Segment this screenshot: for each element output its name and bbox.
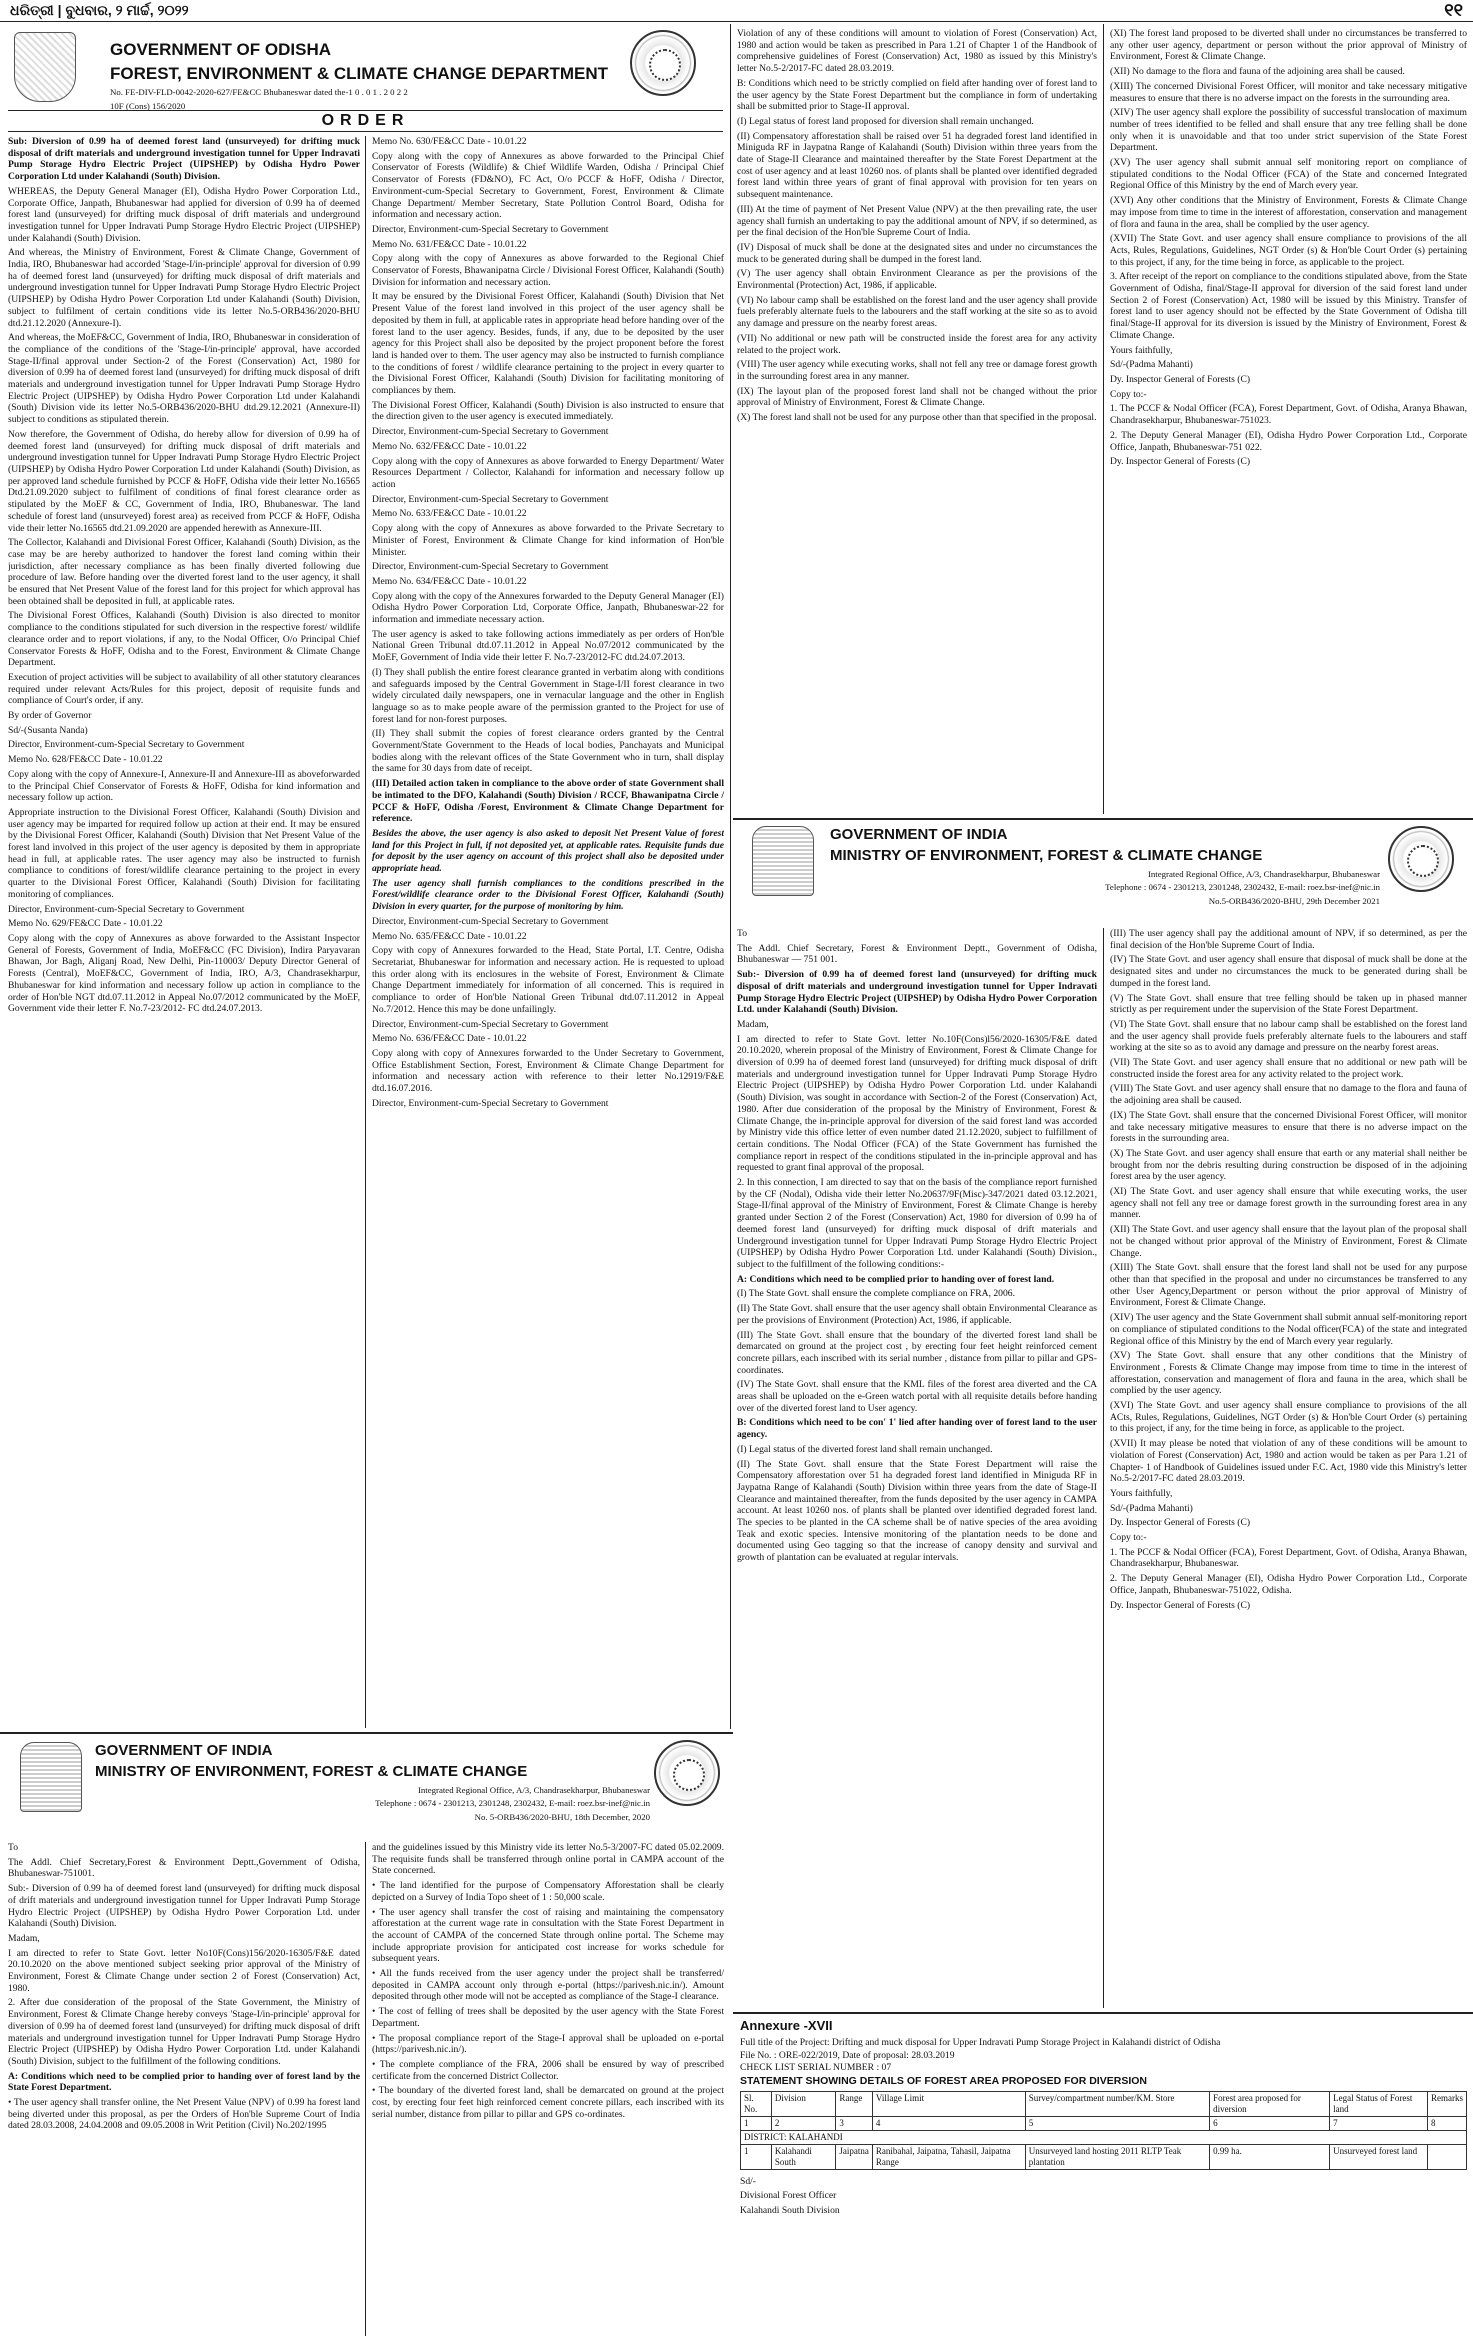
signature-line: Director, Environment-cum-Special Secretary to Government (372, 1097, 609, 1109)
order-para: The Collector, Kalahandi and Divisional Forest Officer, Kalahandi (South) Division, as the case may be are hereby authorized to handover the forest land coming within their jurisdiction, after necessary compliance as has been finally diverted following due procedure of law. Before handing over the diverted forest land to the user agency, it shall be ensured that Net Present Value of the forest land for this project for which approval has been obtained shall be deposited in full, at applicable rates. (8, 537, 360, 607)
ashoka-emblem-icon (752, 826, 814, 896)
condition-heading: A: Conditions which need to be complied prior to handing over of forest land. (737, 1273, 1055, 1285)
letter-subject: Sub:- Diversion of 0.99 ha of deemed forest land (unsurveyed) for drifting muck disposal of drift materials and underground investigation tunnel for Upper Indravati Pump Storage Hydro Electric Project (UIPSHEP) by Odisha Hydro Power Corporation Ltd. under Kalahandi (South) Division. (737, 969, 1097, 1016)
signature-line: By order of Governor (8, 710, 92, 722)
forest-seal-icon (654, 1740, 720, 1806)
compliance-note: The user agency shall furnish compliances to the conditions prescribed in the Forest/wildlife clearance order to the Divisional Forest Officer, Kalahandi (South) Division in every quarter, for the purpose of monitoring by him. (372, 877, 724, 913)
odisha-header (110, 40, 620, 115)
memo-number: Memo No. 631/FE&CC Date - 10.01.22 (372, 238, 527, 250)
odisha-gov-title: GOVERNMENT OF ODISHA (110, 40, 332, 59)
table-header: Remarks (1427, 2091, 1466, 2116)
goi2-ministry-title: MINISTRY OF ENVIRONMENT, FOREST & CLIMATE CHANGE (830, 847, 1263, 865)
signature-line: Yours faithfully, (1110, 344, 1173, 356)
letter-salutation: Madam, (737, 1018, 769, 1030)
condition-item: (VI) The State Govt. shall ensure that no labour camp shall be established on the forest land and the user agency shall provide fuels preferably alternate fuels to the labourers and staff working at the site so as to avoid any damage and pressure on the nearby forest areas. (1110, 1018, 1467, 1054)
masthead (0, 0, 1473, 22)
memo-number: Memo No. 634/FE&CC Date - 10.01.22 (372, 575, 527, 587)
goi1-column-right (372, 1842, 724, 2336)
condition-item: 3. After receipt of the report on compliance to the conditions stipulated above, from the State Government of Odisha, final/Stage-II approval for diversion of the said forest land under Section 2 of Forest (Conservation) Act, 1980 will be issued by this Ministry. Transfer of forest land to user agency should not be effected by the State Government of Odisha till final/Stage-II approval for its diversion is issued by the Ministry of Environment, Forest & Climate Change. (1110, 271, 1467, 341)
signature-line: Dy. Inspector General of Forests (C) (1110, 1599, 1251, 1611)
column-2 (372, 136, 724, 1732)
memo-para: Copy along with the copy of Annexures as above forwarded to the Regional Chief Conservator of Forests, Bhawanipatna Circle / Divisional Forest Officer, Kalahandi (South) Division for information and necessary action. (372, 253, 724, 288)
table-cell: 0.99 ha. (1210, 2144, 1330, 2169)
annexure-title: Annexure -XVII (740, 2018, 833, 2033)
order-banner (8, 106, 723, 136)
table-cell: Ranibahal, Jaipatna, Tahasil, Jaipatna Range (872, 2144, 1025, 2169)
condition-heading: B: Conditions which need to be con' 1' lied after handing over of forest land to the user agency. (737, 1417, 1097, 1441)
condition-item: (IV) Disposal of muck shall be done at the designated sites and under no circumstances the muck to be generated during shall be dumped in the forest land. (737, 241, 1097, 265)
memo-para: Copy along with copy of Annexures forwarded to the Under Secretary to Government, Office Establishment Section, Forest, Environment & Climate Change Department for information and necessary action with reference to their letter No.12919/F&E dtd.16.07.2016. (372, 1047, 724, 1095)
order-para: And whereas, the MoEF&CC, Government of India, IRO, Bhubaneswar in consideration of the compliance of the conditions of the 'Stage-I/in-principle' approval, have accorded Stage-II/final approval under Section-2 of the Forest (Conservation) Act, 1980 for diversion of 0.99 ha of deemed forest land (unsurveyed) for drifting muck disposal of drift materials and underground investigation tunnel for Upper Indravati Pump Storage Hydro Electric Project (UIPSHEP) by Odisha Hydro Power Corporation Ltd under Kalahandi (South) Division vide its letter No.5-ORB436/2020-BHU dtd.29.12.2021 (Annexure-II) subject to conditions as stipulated therein. (8, 332, 360, 426)
letter-para: 2. After due consideration of the proposal of the State Government, the Ministry of Environment, Forest & Climate Change hereby conveys 'Stage-I/in-principle' approval for diversion of 0.99 ha of deemed forest land (unsurveyed) for drifting muck disposal of drift materials and underground investigation tunnel for Upper Indravati Pump Storage Hydro Electric Project (UIPSHEP) by Odisha Hydro Power Corporation Ltd. under Kalahandi (South) Division, subject to the fulfillment of the following conditions. (8, 1997, 360, 2067)
table-cell: Unsurveyed land hosting 2011 RLTP Teak plantation (1025, 2144, 1209, 2169)
condition-item: (XI) The State Govt. and user agency shall ensure that while executing works, the user agency shall not fell any tree or damage forest growth in the surrounding forest area in any manner. (1110, 1186, 1467, 1221)
condition-item: (I) The State Govt. shall ensure the complete compliance on FRA, 2006. (737, 1288, 1015, 1300)
memo-number: Memo No. 628/FE&CC Date - 10.01.22 (8, 754, 163, 766)
condition-item: (II) The State Govt. shall ensure that the State Forest Department will raise the Compensatory afforestation over 51 ha degraded forest land identified in Miniguda RF in Jaypatna Range of Kalahandi (South) Division within three years from the date of Stage-II Clearance and maintained thereafter, from the funds deposited by the user agency in CAMPA account. At least 10260 nos. of plants shall be planted over identified degraded forest land. The species to be planted in the CA scheme shall be of native species of the area avoiding Teak and exotic species. Intensive monitoring of the plantation needs to be done and documented using Geo tagging so that the increase of canopy density and survival and growth of plantation can be evaluated at regular intervals. (737, 1458, 1097, 1564)
condition-item: (XV) The user agency shall submit annual self monitoring report on compliance of stipulated conditions to the Nodal Officer (FCA) of the State and concerned Integrated Regional Office of this Ministry by the end of March every year. (1110, 157, 1467, 192)
column-1 (8, 136, 360, 1732)
goi1-telephone: Telephone : 0674 - 2301213, 2301248, 2302432, E-mail: roez.bsr-inef@nic.in (375, 1798, 650, 1809)
goi2-column-right (1110, 928, 1467, 2010)
order-para: Execution of project activities will be subject to availability of all other statutory clearances required under relevant Acts/Rules for this project, deposit of requisite funds and compliance of Court's order, if any. (8, 671, 360, 707)
condition-item: • The complete compliance of the FRA, 2006 shall be ensured by way of prescribed certificate from the concerned District Collector. (372, 2058, 724, 2082)
column-divider (1103, 24, 1104, 814)
goi2-telephone: Telephone : 0674 - 2301213, 2301248, 2302432, E-mail: roez.bsr-inef@nic.in (1105, 882, 1380, 893)
order-para: Now therefore, the Government of Odisha, do hereby allow for diversion of 0.99 ha of deemed forest land (unsurveyed) for drifting muck disposal of drift materials and underground investigation tunnel for Upper Indravati Pump Storage Hydro Electric Project (UIPSHEP) by Odisha Hydro Power Corporation Ltd under Kalahandi (South) Division, as per approved land schedule furnished by PCCF & HoFF, Odisha vide their letter No.16565 Dtd.21.09.2020 subject to fulfilment of conditions of final forest clearance order as stipulated by the MoEF & CC, Government of India, IRO, Bhubaneswar. The land schedule of forest land (unsurveyed) forest area) as received from PCCF & HoFF, Odisha vide their letter No.16565 dtd.21.09.2020 are appended herewith as Annexure-III. (8, 428, 360, 534)
letter-to: To (8, 1842, 18, 1853)
copy-to-label: Copy to:- (1110, 1532, 1147, 1544)
signature-line: Director, Environment-cum-Special Secretary to Government (372, 426, 609, 438)
signature-line: Dy. Inspector General of Forests (C) (1110, 456, 1251, 468)
table-cell: 2 (771, 2116, 836, 2130)
condition-item: • All the funds received from the user agency under the project shall be transferred/ deposited in CAMPA account only through e-portal (https://parivesh.nic.in/). Amount deposited through other mode will not be accepted as compliance of the Stage-I clearance. (372, 1968, 724, 2003)
table-header: Range (836, 2091, 873, 2116)
condition-item: (XIV) The user agency shall explore the possibility of successful translocation of maximum number of trees identified to be felled and shall ensure that any tree felling shall be done only when it is unavoidable and that too under strict supervision of the State Forest Department. (1110, 107, 1467, 154)
goi1-header (95, 1742, 650, 1826)
order-para: The Divisional Forest Offices, Kalahandi (South) Division is also directed to monitor compliance to the conditions stipulated for such diversion in the respective forest/ wildlife clearance order and to report violations, if any, to the Nodal Officer, O/o Principal Chief Conservator Forests & HoFF, Odisha and to the Forest, Environment & Climate Change Department. (8, 610, 360, 669)
column-3-top (737, 28, 1097, 818)
memo-para: Copy along with the copy of Annexures as above forwarded to Energy Department/ Water Resources Department / Collector, Kalahandi for information and necessary follow up action (372, 455, 724, 490)
condition-item: • The land identified for the purpose of Compensatory Afforestation shall be clearly depicted on a Survey of India Topo sheet of 1 : 50,000 scale. (372, 1880, 724, 1903)
annexure-section (740, 2018, 1467, 2336)
memo-para: Copy along with the copy of Annexures as above forwarded to the Assistant Inspector General of Forests, Government of India, MoEF&CC (FC Division), Indira Paryavaran Bhawan, Jor Bagh, Aliganj Road, New Delhi, Pin-110003/ Deputy Director General of Forests (Central), MoEF&CC, Government of India, IRO, A/3, Chandrasekharpur, Bhubaneswar for kind information and necessary follow up action in compliance to the order of Hon'ble NGT dtd.07.11.2012 in Appeal No.07/2012 communicated by the MoEF, Government vide their letter F. No.7-23/2012- FC dtd.24.07.2013. (8, 933, 360, 1015)
letter-salutation: Madam, (8, 1932, 40, 1944)
signature-line: Divisional Forest Officer (740, 2190, 837, 2202)
goi2-gov-title: GOVERNMENT OF INDIA (830, 826, 1008, 843)
copy-to-item: 1. The PCCF & Nodal Officer (FCA), Forest Department, Govt. of Odisha, Aranya Bhawan, Chandrasekharpur, Bhubaneswar-751023. (1110, 403, 1467, 427)
table-number-row (741, 2116, 1467, 2130)
table-cell: Unsurveyed forest land (1330, 2144, 1428, 2169)
condition-item: (VIII) The user agency while executing works, shall not fell any tree or damage forest growth in the surrounding forest area in any manner. (737, 359, 1097, 382)
condition-item: (VIII) The State Govt. and user agency shall ensure that no damage to the flora and fauna of the adjoining area shall be caused. (1110, 1083, 1467, 1107)
paper-name: ଧରିତ୍ରୀ (10, 1, 54, 18)
memo-para: Copy along with the copy of Annexure-I, Annexure-II and Annexure-III as aboveforwarded to the Principal Chief Conservator of Forests & HoFF, Odisha for kind information and necessary follow up action. (8, 768, 360, 804)
table-header: Survey/compartment number/KM. Store (1025, 2091, 1209, 2116)
page-number: ୧୧ (1444, 0, 1463, 20)
signature-line: Sd/-(Padma Mahanti) (1110, 359, 1193, 371)
forest-area-table (740, 2091, 1467, 2170)
table-cell: Kalahandi South (771, 2144, 836, 2169)
column-divider (730, 24, 731, 1729)
masthead-date: ବୁଧବାର, ୨ ମାର୍ଚ୍ଚ, ୨୦୨୨ (65, 1, 189, 18)
condition-item: (XIII) The concerned Divisional Forest Officer, will monitor and take necessary mitigative measures to ensure that there is no adverse impact on the forests in the surrounding area. (1110, 80, 1467, 104)
condition-item: (X) The forest land shall not be used for any purpose other than that specified in the proposal. (737, 412, 1097, 424)
odisha-ref: No. FE-DIV-FLD-0042-2020-627/FE&CC Bhubaneswar dated the-1 0 . 0 1 . 2 0 2 2 (110, 87, 408, 98)
order-para: WHEREAS, the Deputy General Manager (EI), Odisha Hydro Power Corporation Ltd., Corporate Office, Janpath, Bhubaneswar had applied for diversion of 0.99 ha of deemed forest land (unsurveyed) for drifting muck disposal of drift materials and underground investigation tunnel for Upper Indravati Pump Storage Hydro Electric Project (UIPSHEP) under Kalahandi (South) Division. (8, 185, 360, 244)
condition-item: (III) At the time of payment of Net Present Value (NPV) at the then prevailing rate, the user agency shall furnish an undertaking to pay the additional amount of NPV, if so determined, as per the final decision of the Hon'ble Supreme Court of India. (737, 203, 1097, 239)
table-row (741, 2144, 1467, 2169)
condition-item: (III) The user agency shall pay the additional amount of NPV, if so determined, as per the final decision of the Hon'ble Supreme Court of India. (1110, 928, 1467, 951)
table-header: Forest area proposed for diversion (1210, 2091, 1330, 2116)
goi1-letter-number: No. 5-ORB436/2020-BHU, 18th December, 2020 (474, 1812, 650, 1823)
condition-item: • The user agency shall transfer the cost of raising and maintaining the compensatory afforestation at the current wage rate in consultation with the State Forest Department in the account of CAMPA of the concerned State through online portal. The Scheme may include appropriate provision for anticipated cost increase for works schedule for subsequent years. (372, 1906, 724, 1965)
table-cell: 5 (1025, 2116, 1209, 2130)
condition-item: (XIV) The user agency and the State Government shall submit annual self-monitoring report on compliance of stipulated conditions to the Nodal officer(FCA) of the state and integrated Regional office of this Ministry by the end of March every year regularly. (1110, 1312, 1467, 1347)
signature-line: Dy. Inspector General of Forests (C) (1110, 373, 1251, 385)
condition-item: (XII) No damage to the flora and fauna of the adjoining area shall be caused. (1110, 66, 1405, 78)
signature-line: Director, Environment-cum-Special Secretary to Government (8, 903, 245, 915)
annexure-serial: CHECK LIST SERIAL NUMBER : 07 (740, 2062, 892, 2074)
signature-line: Dy. Inspector General of Forests (C) (1110, 1517, 1251, 1529)
table-cell: 1 (741, 2144, 772, 2169)
signature-line: Director, Environment-cum-Special Secretary to Government (372, 915, 609, 927)
table-cell: 1 (741, 2116, 772, 2130)
table-header: Sl. No. (741, 2091, 772, 2116)
odisha-dept-title: FOREST, ENVIRONMENT & CLIMATE CHANGE DEPARTMENT (110, 63, 609, 83)
memo-para: Copy along with the copy of Annexures as above forwarded to the Principal Chief Conservator of Forests (Wildlife) & Chief Wildlife Warden, Odisha / Principal Chief Conservator of Forests (FD&NO), FC Act, O/o PCCF & HoFF, Odisha / Director, Environment-cum-Special Secretary to Government, Forest, Environment & Climate Change Department/ Member Secretary, State Pollution Control Board, Odisha for information and necessary action. (372, 150, 724, 221)
memo-para: The user agency is asked to take following actions immediately as per orders of Hon'ble National Green Tribunal dtd.07.11.2012 in Appeal No.07/2012 communicated by the MoEF, Government of India vide their letter F. No.7-23/2012-FC dtd.24.07.2013. (372, 628, 724, 664)
ashoka-emblem-icon (20, 1742, 82, 1812)
letter-addressee: The Addl. Chief Secretary, Forest & Environment Deptt., Government of Odisha, Bhubaneswar — 751 001. (737, 942, 1097, 966)
memo-number: Memo No. 635/FE&CC Date - 10.01.22 (372, 930, 527, 942)
signature-line: Sd/- (740, 2175, 756, 2187)
table-header: Village Limit (872, 2091, 1025, 2116)
condition-item: (II) The State Govt. shall ensure that the user agency shall obtain Environmental Clearance as per the provisions of Environment (Protection) Act, 1986, if applicable. (737, 1303, 1097, 1326)
memo-para: It may be ensured by the Divisional Forest Officer, Kalahandi (South) Division that Net Present Value of the forest land involved in this project of the user agency shall be deposited by them in full, at applicable rates in appropriate head before handing over of the forest land to the user agency. Besides, funds, if any, due to be deposited by the user agency for this Project shall also be deposited by the project proponent before the forest land is handed over to them. The user agency may also be instructed to furnish compliance to the conditions of forest / wildlife clearance pertaining to the project in every quarter to the Divisional Forest Officer, Kalahandi (South) Division for facilitating monitoring of compliances by them. (372, 291, 724, 397)
condition-item: • The cost of felling of trees shall be deposited by the user agency with the State Forest Department. (372, 2006, 724, 2029)
order-title: ORDER (8, 110, 723, 132)
annexure-file: File No. : ORE-022/2019, Date of proposal: 28.03.2019 (740, 2049, 955, 2061)
goi2-letter-number: No.5-ORB436/2020-BHU, 29th December 2021 (1208, 896, 1380, 907)
letter-para: 2. In this connection, I am directed to say that on the basis of the compliance report furnished by the CF (Nodal), Odisha vide their letter No.20637/9F(Misc)-347/2021 dated 03.12.2021, Stage-II/final approval of the Ministry of Environment, Forest & Climate Change is hereby granted under Section 2 of the Forest (Conservation) Act, 1980 for diversion of 0.99 ha of deemed forest land (unsurveyed) for drifting muck disposal of drift materials and Underground investigation tunnel for Upper Indravati Pump Storage Hydro Electric Project (UIPSHEP) by Odisha Hydro Power Corporation Ltd. under Kalahandi (South) Division., subject to the fulfillment of the following conditions:- (737, 1177, 1097, 1270)
table-cell: 7 (1330, 2116, 1428, 2130)
column-divider (1103, 928, 1104, 2008)
besides-note: Besides the above, the user agency is also asked to deposit Net Present Value of forest land for this Project in full, if not deposited yet, at applicable rates. Requisite funds due for deposit by the user agency on account of this project shall also be deposited under appropriate head. (372, 827, 724, 875)
letter-para: I am directed to refer to State Govt. letter No10F(Cons)156/2020-16305/F&E dated 20.10.2020 on the above mentioned subject seeking prior approval of the Ministry of Environment, Forest & Climate Change under section 2 of Forest (Conservation) Act, 1980. (8, 1947, 360, 1994)
memo-para: Copy along with the copy of the Annexures forwarded to the Deputy General Manager (EI) Odisha Hydro Power Corporation Ltd, Corporate Office, Janpath, Bhubaneswar-22 for information and immediate necessary action. (372, 590, 724, 626)
condition-item: (XVII) It may please be noted that violation of any of these conditions will be amount to violation of Forest (Conservation) Act, 1980 and action would be taken as per Para 1.21 of Chapter- 1 of Handbook of Guidelines issued under F.C. Act, 1980 vide this Ministry's letter No.5-2/2017-FC dated 28.03.2019. (1110, 1438, 1467, 1485)
condition-item: (XVII) The State Govt. and user agency shall ensure compliance to provisions of the all Acts, Rules, Regulations, Guidelines, NGT Order (s) & Hon'ble Court Order (s) pertaining to this project, if any, for the time being in force, as applicable to the project. (1110, 233, 1467, 268)
condition-item: (V) The user agency shall obtain Environment Clearance as per the provisions of the Environmental (Protection) Act, 1986, if applicable. (737, 268, 1097, 292)
condition-item: • The proposal compliance report of the Stage-I approval shall be uploaded on e-portal (https://parivesh.nic.in/). (372, 2032, 724, 2056)
copy-to-item: 1. The PCCF & Nodal Officer (FCA), Forest Department, Govt. of Odisha, Aranya Bhawan, Chandrasekharpur, Bhubaneswar. (1110, 1546, 1467, 1570)
odisha-emblem-icon (14, 32, 76, 102)
column-divider (365, 136, 366, 1728)
copy-to-item: 2. The Deputy General Manager (EI), Odisha Hydro Power Corporation Ltd., Corporate Office, Janpath, Bhubaneswar-751 022. (1110, 429, 1467, 453)
table-cell: 8 (1427, 2116, 1466, 2130)
goi2-column-left (737, 928, 1097, 2010)
condition-item: (VI) No labour camp shall be established on the forest land and the user agency shall provide fuels preferably alternate fuels to the labourers and the staff working at the site so as to avoid any damage and pressure on the nearby forest areas. (737, 294, 1097, 330)
section-divider (733, 2012, 1473, 2014)
action-item: (III) Detailed action taken in compliance to the above order of state Government shall be intimated to the DFO, Kalahandi (South) Division / RCCF, Bhawanipatna Circle / PCCF & HoFF, Odisha /Forest, Environment & Climate Change Department for reference. (372, 778, 724, 825)
signature-line: Director, Environment-cum-Special Secretary to Government (372, 223, 609, 235)
signature-line: Sd/-(Susanta Nanda) (8, 724, 88, 736)
section-divider (733, 818, 1473, 820)
memo-number: Memo No. 629/FE&CC Date - 10.01.22 (8, 918, 163, 930)
condition-item: Violation of any of these conditions will amount to violation of Forest (Conservation) Act, 1980 and action would be taken as prescribed in Para 1.21 of Chapter 1 of the Handbook of comprehensive guidelines of Forest (Conservation) Act, 1980 as issued by this Ministry's letter No.5-2/2017-FC dated 28.03.2019. (737, 28, 1097, 75)
column-divider (365, 1842, 366, 2336)
goi2-header (830, 826, 1380, 910)
letter-para: I am directed to refer to State Govt. letter No.10F(Cons)l56/2020-16305/F&E dated 20.10.2020, wherein proposal of the Ministry of Environment, Forest & Climate Change for diversion of 0.99 ha of deemed forest land (unsurveyed) for drifting muck disposal of drift materials and underground investigation tunnel for Upper Indravati Pump Storage Hydro Electric Project (UIPSHEP) by Odisha Hydro Power Corporation Ltd. under Kalahandi (South) Division, was sought in accordance with Section-2 of the Forest (Conservation) Act, 1980. After due consideration of the proposal by the Ministry of Environment, Forest & Climate Change, the in-principle approval for diversion of the said forest land was accorded by Ministry vide this office letter of even number dated 21.12.2020, subject to fulfillment of certain conditions. The Nodal Officer (FCA) of the State Government has furnished the compliance report in respect of the conditions stipulated in the in-principle approval and has requested to grant final approval of the proposal. (737, 1033, 1097, 1174)
condition-item: (XV) The State Govt. shall ensure that any other conditions that the Ministry of Environment , Forests & Climate Change may impose from time to time in the interest of afforestation, conservation and management of flora and fauna in the area, which shall be complied by the user agency. (1110, 1350, 1467, 1397)
condition-item: (XIII) The State Govt. shall ensure that the forest land shall not be used for any purpose other than that specified in the proposal and under no circumstances be transferred to any other User Agency,Department or person without the prior approval of Ministry of Environment, Forest & Climate Change. (1110, 1262, 1467, 1309)
action-item: (I) They shall publish the entire forest clearance granted in verbatim along with conditions and safeguards imposed by the Central Government in Stage-I/II forest clearance in two widely circulated daily newspapers, one in vernacular language and the other in English language so as to make people aware of the permission granted to the Project for use of forest land for non-forest purposes. (372, 666, 724, 725)
memo-number: Memo No. 630/FE&CC Date - 10.01.22 (372, 136, 527, 147)
annexure-statement-title: STATEMENT SHOWING DETAILS OF FOREST AREA PROPOSED FOR DIVERSION (740, 2074, 1147, 2087)
condition-item: (II) Compensatory afforestation shall be raised over 51 ha degraded forest land identified in Miniguda RF in Jaypatna Range of Kalahandi (South) Division within three years from the date of Stage-II Clearance and maintained thereafter by the State Forest Department at the cost of user agency and at least 10260 nos. of plants shall be planted over identified degraded forest land within three years of grant of final approval with provision for ten years on subsequent maintenance. (737, 130, 1097, 201)
forest-seal-icon (1388, 826, 1454, 892)
condition-item: (XI) The forest land proposed to be diverted shall under no circumstances be transferred to any other user agency, department or person without the prior approval of Ministry of Environment, Forest & Climate Change. (1110, 28, 1467, 63)
condition-item: (IX) The State Govt. shall ensure that the concerned Divisional Forest Officer, will monitor and take necessary mitigative measures to ensure that there is no adverse impact on the forests in the surrounding area. (1110, 1109, 1467, 1145)
condition-item: (V) The State Govt. shall ensure that tree felling should be taken up in phased manner strictly as per requirement under the supervision of the State Forest Department. (1110, 992, 1467, 1016)
table-cell: Jaipatna (836, 2144, 873, 2169)
condition-item: • The boundary of the diverted forest land, shall be demarcated on ground at the project cost, by erecting four feet high reinforced cement concrete pillars, each inscribed with its serial number, distance from pillar to pillar and GPS co-ordinates. (372, 2085, 724, 2120)
condition-item: and the guidelines issued by this Ministry vide its letter No.5-3/2007-FC dated 05.02.2009. The requisite funds shall be transferred through online portal in CAMPA account of the State concerned. (372, 1842, 724, 1877)
table-header: Legal Status of Forest land (1330, 2091, 1428, 2116)
condition-item: (X) The State Govt. and user agency shall ensure that earth or any material shall neither be brought from nor the debris resulting during construction be disposed of in the adjoining forest area by the user agency. (1110, 1147, 1467, 1183)
table-row (741, 2130, 1467, 2144)
condition-item: • The user agency shall transfer online, the Net Present Value (NPV) of 0.99 ha forest land being diverted under this proposal, as per the Orders of Hon'ble Supreme Court of India dated 28.03.2008, 24.04.2008 and 09.05.2008 in Writ Petition (Civil) No.202/1995 (8, 2097, 360, 2132)
condition-item: (I) Legal status of forest land proposed for diversion shall remain unchanged. (737, 115, 1034, 127)
annexure-project-title: Full title of the Project: Drifting and muck disposal for Upper Indravati Pump Storage Project in Kalahandi district of Odisha (740, 2036, 1221, 2048)
masthead-paper-date: ଧରିତ୍ରୀ | ବୁଧବାର, ୨ ମାର୍ଚ୍ଚ, ୨୦୨୨ (10, 1, 189, 18)
signature-line: Sd/-(Padma Mahanti) (1110, 1502, 1193, 1514)
condition-item: (III) The State Govt. shall ensure that the boundary of the diverted forest land shall be demarcated on ground at the project cost , by erecting four feet height reinforced cement concrete pillars, each inscribed with its serial number , distance from pillar to pillar and GPS-coordinates. (737, 1329, 1097, 1376)
condition-heading: A: Conditions which need to be complied prior to handing over of forest land by the State Forest Department. (8, 2070, 360, 2094)
letter-addressee: The Addl. Chief Secretary,Forest & Environment Deptt.,Government of Odisha, Bhubaneswar-751001. (8, 1856, 360, 1880)
memo-para: Appropriate instruction to the Divisional Forest Officer, Kalahandi (South) Division and user agency may be imparted for required follow up action at their end. It may be ensured by the Divisional Forest Officer, Kalahandi (South) Division that Net Present Value of the forest land involved in this project of the user agency is deposited by them in appropriate head in full, at applicable rates. The user agency may also be instructed to furnish compliance to conditions of forest/wildlife clearance pertaining to the project in every quarter to the Divisional Forest Officer, Kalahandi (South) Division for facilitating monitoring of compliances. (8, 806, 360, 900)
memo-number: Memo No. 636/FE&CC Date - 10.01.22 (372, 1033, 527, 1045)
table-cell: 4 (872, 2116, 1025, 2130)
copy-to-label: Copy to:- (1110, 388, 1147, 400)
table-cell: 6 (1210, 2116, 1330, 2130)
memo-para: Copy with copy of Annexures forwarded to the Head, State Portal, I.T. Centre, Odisha Secretariat, Bhubaneswar for information and necessary action. He is requested to upload this order along with its enclosures in the website of Forest, Environment & Climate Change Department immediately for information of all concerned. This is required in compliance to order of Hon'ble National Green Tribunal dtd.07.11.2012 in Appeal No.7/2012. Hence this may be done unfailingly. (372, 945, 724, 1015)
condition-item: (IX) The layout plan of the proposed forest land shall not be changed without the prior approval of Ministry of Environment, Forest & Climate Change. (737, 385, 1097, 409)
condition-item: (IV) The State Govt. and user agency shall ensure that disposal of muck shall be done at the designated sites and under no circumstances the muck to be generated during shall be dumped in the forest land. (1110, 954, 1467, 989)
condition-item: (IV) The State Govt. shall ensure that the KML files of the forest area diverted and the CA areas shall be uploaded on the e-Green watch portal with all requisite details before handing over of the diverted forest land to User agency. (737, 1379, 1097, 1414)
letter-to: To (737, 928, 747, 939)
memo-number: Memo No. 633/FE&CC Date - 10.01.22 (372, 508, 527, 520)
odisha-ref2: 10F (Cons) 156/2020 (110, 101, 186, 112)
section-divider (0, 1732, 733, 1734)
signature-line: Kalahandi South Division (740, 2204, 840, 2216)
condition-item: (XII) The State Govt. and user agency shall ensure that the layout plan of the proposal shall not be changed without prior approval of the Ministry of Environment, Forest & Climate Change. (1110, 1224, 1467, 1259)
condition-item: (VII) No additional or new path will be constructed inside the forest area for any activity related to the project work. (737, 332, 1097, 356)
goi2-address: Integrated Regional Office, A/3, Chandrasekharpur, Bhubaneswar (1147, 868, 1380, 879)
condition-item: (XVI) The State Govt. and user agency shall ensure compliance to provisions of the all ACts, Rules, Regulations, Guidelines, NGT Order (s) & Hon'ble Court Order (s) pertaining to this project, if any, for the time being in force, as applicable to the project. (1110, 1400, 1467, 1435)
memo-para: The Divisional Forest Officer, Kalahandi (South) Division is also instructed to ensure that the direction given to the user agency is executed immediately. (372, 399, 724, 423)
goi1-address: Integrated Regional Office, A/3, Chandrasekharpur, Bhubaneswar (417, 1784, 650, 1795)
district-cell: DISTRICT: KALAHANDI (741, 2130, 1467, 2144)
memo-para: Copy along with the copy of Annexures as above forwarded to the Private Secretary to Minister of Forest, Environment & Climate Change for kind information of Hon'ble Minister. (372, 523, 724, 558)
copy-to-item: 2. The Deputy General Manager (EI), Odisha Hydro Power Corporation Ltd., Corporate Office, Janpath, Bhubaneswar-751022, Odisha. (1110, 1573, 1467, 1596)
forest-seal-icon (630, 30, 696, 96)
goi1-column-left (8, 1842, 360, 2336)
signature-line: Director, Environment-cum-Special Secretary to Government (372, 493, 609, 505)
table-header: Division (771, 2091, 836, 2116)
table-cell: 3 (836, 2116, 873, 2130)
column-4-top (1110, 28, 1467, 818)
goi1-gov-title: GOVERNMENT OF INDIA (95, 1742, 273, 1759)
letter-subject: Sub:- Diversion of 0.99 ha of deemed forest land (unsurveyed) for drifting muck disposal of drift materials and underground investigation tunnel for Upper Indravati Pump Storage Hydro Electric Project (UIPSHEP) by Odisha Hydro Power Corporation Ltd. under Kalahandi (South) Division. (8, 1883, 360, 1930)
signature-line: Director, Environment-cum-Special Secretary to Government (372, 561, 609, 573)
order-para: And whereas, the Ministry of Environment, Forest & Climate Change, Government of India, IRO, Bhubaneswar had accorded 'Stage-I/in-principle' approval for diversion of 0.99 ha of deemed forest land (unsurveyed) for drifting muck disposal of drift materials and underground investigation tunnel for Upper Indravati Pump Storage Hydro Electric Project (UIPSHEP) by Odisha Hydro Power Corporation Ltd under Kalahandi (South) Division, subject to fulfilment of certain conditions vide its letter No.5-ORB436/2020-BHU dtd.21.12.2020 (Annexure-I). (8, 247, 360, 329)
condition-item: (VII) The State Govt. and user agency shall ensure that no additional or new path will be constructed inside the forest area for any activity related to the project work. (1110, 1057, 1467, 1080)
signature-line: Director, Environment-cum-Special Secretary to Government (372, 1018, 609, 1030)
order-subject: Sub: Diversion of 0.99 ha of deemed forest land (unsurveyed) for drifting muck disposal of drift materials and underground investigation tunnel for Upper Indravati Pump Storage Hydro Electric Project (UIPSHEP) by Odisha Hydro Power Corporation Ltd under Kalahandi (South) Division. (8, 136, 360, 183)
condition-item: (I) Legal status of the diverted forest land shall remain unchanged. (737, 1443, 993, 1455)
memo-number: Memo No. 632/FE&CC Date - 10.01.22 (372, 440, 527, 452)
goi1-ministry-title: MINISTRY OF ENVIRONMENT, FOREST & CLIMATE CHANGE (95, 1763, 528, 1781)
signature-line: Yours faithfully, (1110, 1487, 1173, 1499)
condition-heading: B: Conditions which need to be strictly complied on field after handing over of forest land to the user agency by the State Forest Department but the compliance in form of undertaking shall be submitted prior to Stage-II approval. (737, 77, 1097, 113)
action-item: (II) They shall submit the copies of forest clearance orders granted by the Central Government/State Government to the Heads of local bodies, Panchayats and Municipal bodies along with the relevant offices of the State Government who in turn, shall display the same for 30 days from date of receipt. (372, 728, 724, 775)
condition-item: (XVI) Any other conditions that the Ministry of Environment, Forests & Climate Change may impose from time to time in the interest of afforestation, conservation and management of flora and fauna in the area, shall be complied by the user agency. (1110, 195, 1467, 230)
signature-line: Director, Environment-cum-Special Secretary to Government (8, 739, 245, 751)
table-cell (1427, 2144, 1466, 2169)
table-header-row (741, 2091, 1467, 2116)
